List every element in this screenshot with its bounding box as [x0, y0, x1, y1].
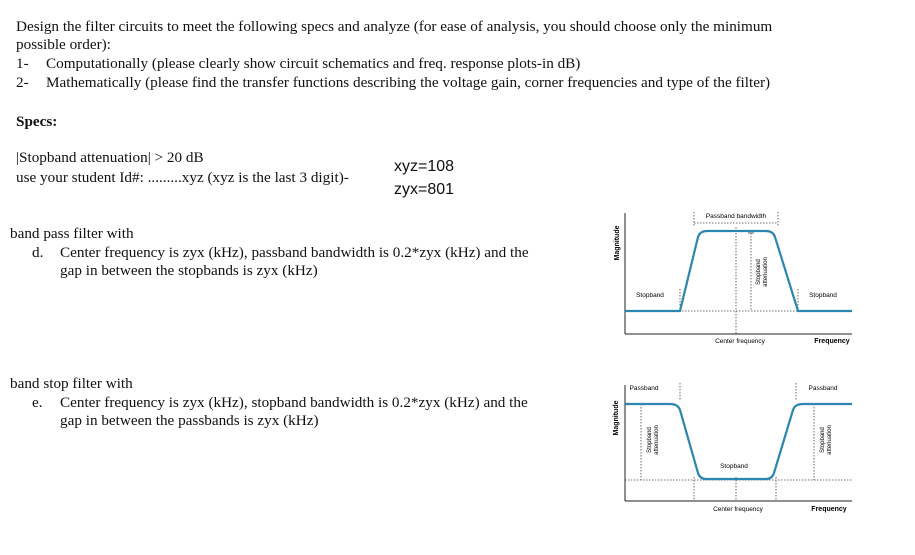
bandpass-right-label: Stopband [809, 292, 837, 299]
xyz-note: xyz=108 [394, 158, 455, 175]
bandpass-atten-label-1: Stopband [756, 259, 762, 285]
bandpass-heading: band pass filter with [10, 225, 134, 242]
item-2-number: 2- [16, 74, 29, 91]
intro-line-1: Design the filter circuits to meet the following specs and analyze (for ease of analysis, you should choose only the minimum [16, 18, 773, 35]
bandpass-ylabel: Magnitude [614, 225, 621, 261]
bandstop-right-top-label: Passband [808, 385, 838, 392]
intro-line-2: possible order): [16, 36, 111, 53]
bandpass-center-label: Center frequency [715, 338, 765, 345]
bandstop-left-atten-label-2: attenuation [654, 425, 660, 455]
bandstop-right-atten-label-1: Stopband [820, 427, 826, 453]
bandstop-item-letter: e. [32, 394, 43, 411]
specs-heading: Specs: [16, 113, 58, 130]
bandstop-response-figure [608, 380, 858, 520]
bandstop-left-top-label: Passband [629, 385, 659, 392]
bandpass-xlabel: Frequency [814, 338, 850, 345]
stopband-attenuation-spec: |Stopband attenuation| > 20 dB [16, 149, 204, 166]
item-1-text: Computationally (please clearly show circuit schematics and freq. response plots-in dB) [46, 55, 581, 72]
bandpass-top-label: Passband bandwidth [705, 213, 767, 220]
bandpass-line-2: gap in between the stopbands is zyx (kHz) [60, 262, 318, 279]
bandstop-right-atten-label-2: attenuation [827, 425, 833, 455]
item-1-number: 1- [16, 55, 29, 72]
zyx-note: zyx=801 [394, 181, 455, 198]
bandstop-center-label: Center frequency [713, 506, 763, 513]
bandstop-line-2: gap in between the passbands is zyx (kHz) [60, 412, 319, 429]
bandpass-atten-label-2: attenuation [763, 257, 769, 287]
bandpass-response-curve [625, 231, 852, 311]
bandstop-bottom-label: Stopband [720, 463, 748, 470]
bandstop-ylabel: Magnitude [613, 400, 620, 436]
bandstop-xlabel: Frequency [811, 506, 847, 513]
bandpass-left-label: Stopband [636, 292, 664, 299]
bandpass-line-1: Center frequency is zyx (kHz), passband bandwidth is 0.2*zyx (kHz) and the [60, 244, 529, 261]
bandstop-line-1: Center frequency is zyx (kHz), stopband bandwidth is 0.2*zyx (kHz) and the [60, 394, 528, 411]
item-2-text: Mathematically (please find the transfer functions describing the voltage gain, corner frequencies and type of the filter) [46, 74, 771, 91]
student-id-line: use your student Id#: .........xyz (xyz is the last 3 digit)- [16, 169, 349, 186]
bandpass-response-figure [608, 205, 858, 350]
bandstop-heading: band stop filter with [10, 375, 133, 392]
bandpass-item-letter: d. [32, 244, 44, 261]
bandstop-left-atten-label-1: Stopband [647, 427, 653, 453]
